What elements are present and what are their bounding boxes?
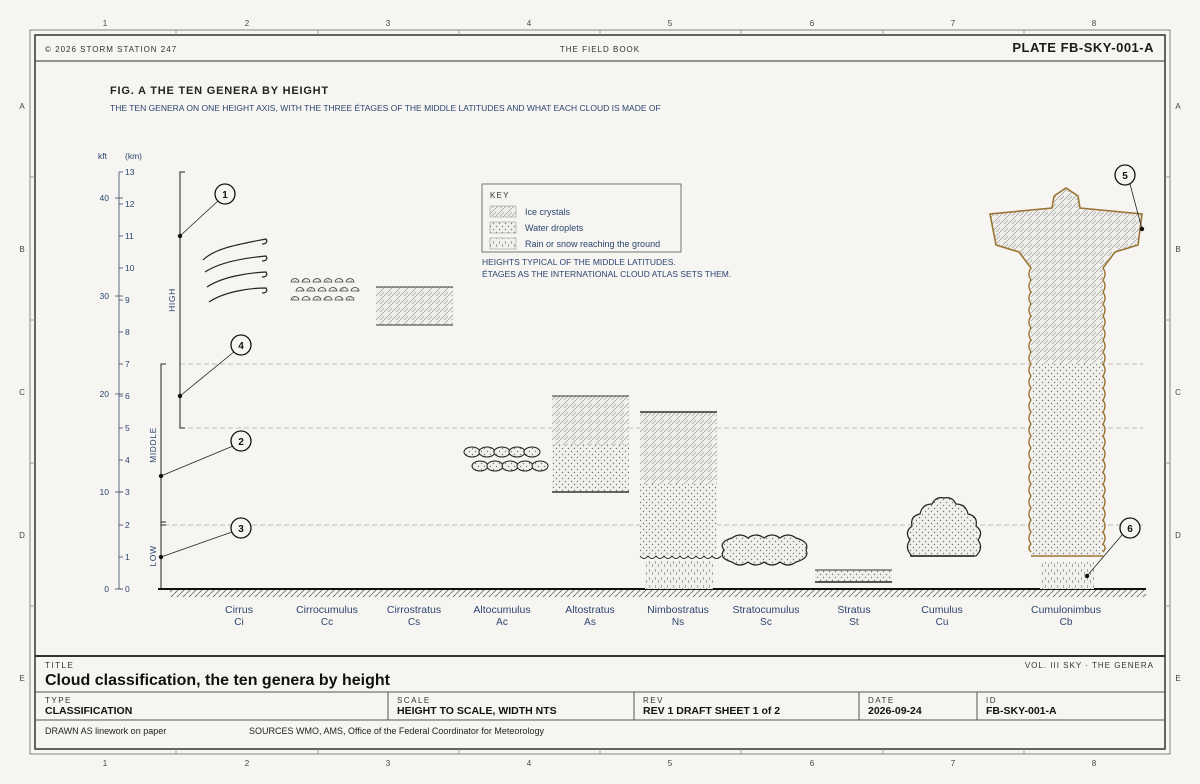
tb-id-label: ID bbox=[986, 696, 997, 705]
figure-title: FIG. A THE TEN GENERA BY HEIGHT bbox=[110, 85, 329, 97]
km-tick: 13 bbox=[125, 167, 135, 177]
row-label: B bbox=[1175, 245, 1181, 254]
cloud-cirrostratus bbox=[376, 287, 453, 325]
row-label: A bbox=[1175, 102, 1181, 111]
row-label: A bbox=[19, 102, 25, 111]
cloud-stratocumulus bbox=[722, 535, 807, 565]
genus-abbr: Cs bbox=[407, 617, 421, 628]
callout-3: 3 bbox=[238, 524, 244, 535]
row-label: C bbox=[1175, 388, 1181, 397]
kft-tick: 40 bbox=[99, 193, 109, 203]
col-label: 2 bbox=[244, 19, 250, 28]
col-label: 7 bbox=[950, 759, 956, 768]
cloud-cirrus bbox=[203, 239, 267, 302]
km-tick: 2 bbox=[125, 520, 130, 530]
tb-drawn: DRAWN AS linework on paper bbox=[45, 726, 167, 736]
tb-date: 2026-09-24 bbox=[868, 705, 922, 717]
tb-type: CLASSIFICATION bbox=[45, 705, 133, 717]
row-label: B bbox=[19, 245, 25, 254]
genus-abbr: Ci bbox=[234, 617, 244, 628]
genus-abbr: Cu bbox=[935, 617, 949, 628]
km-tick: 11 bbox=[125, 231, 134, 241]
etage-high-label: HIGH bbox=[167, 288, 177, 312]
cloud-altostratus bbox=[552, 396, 629, 492]
legend-item: Water droplets bbox=[525, 223, 584, 233]
title-block bbox=[45, 661, 1154, 736]
tb-type-label: TYPE bbox=[45, 696, 72, 705]
kft-tick: 30 bbox=[99, 291, 109, 301]
header-copyright: © 2026 STORM STATION 247 bbox=[45, 45, 178, 54]
height-axis bbox=[115, 172, 123, 589]
axis-labels bbox=[98, 151, 142, 594]
note-line: ÉTAGES AS THE INTERNATIONAL CLOUD ATLAS SETS THEM. bbox=[482, 269, 732, 279]
legend-swatch-drops bbox=[490, 222, 516, 233]
km-tick: 10 bbox=[125, 263, 135, 273]
kft-tick: 10 bbox=[99, 487, 109, 497]
tb-date-label: DATE bbox=[868, 696, 895, 705]
col-label: 7 bbox=[950, 19, 956, 28]
col-label: 6 bbox=[809, 19, 815, 28]
genus-abbr: Ns bbox=[671, 617, 685, 628]
genus-abbrs bbox=[234, 617, 1073, 628]
cloud-cirrocumulus bbox=[291, 279, 359, 300]
legend-title: KEY bbox=[490, 191, 510, 200]
genus-name: Cumulus bbox=[921, 604, 963, 616]
row-label: E bbox=[19, 674, 25, 683]
tb-rev-label: REV bbox=[643, 696, 664, 705]
col-label: 5 bbox=[667, 19, 673, 28]
genus-name: Cirrus bbox=[225, 604, 253, 616]
row-label: C bbox=[19, 388, 25, 397]
col-label: 8 bbox=[1091, 19, 1097, 28]
cloud-altocumulus bbox=[464, 447, 548, 471]
tb-title: Cloud classification, the ten genera by height bbox=[45, 672, 390, 689]
legend bbox=[482, 184, 681, 252]
genus-names bbox=[225, 604, 1101, 616]
genus-abbr: As bbox=[584, 617, 596, 628]
border-ticks bbox=[30, 30, 1170, 754]
genus-name: Stratocumulus bbox=[732, 604, 800, 616]
tb-volume: VOL. III SKY · THE GENERA bbox=[1024, 661, 1154, 670]
tb-scale-label: SCALE bbox=[397, 696, 431, 705]
inner-frame bbox=[35, 35, 1165, 749]
callout-5: 5 bbox=[1122, 171, 1128, 182]
legend-swatch-ice bbox=[490, 206, 516, 217]
km-tick: 12 bbox=[125, 199, 135, 209]
row-label: D bbox=[19, 531, 25, 540]
tb-scale: HEIGHT TO SCALE, WIDTH NTS bbox=[397, 705, 557, 717]
genus-name: Altocumulus bbox=[473, 604, 531, 616]
cloud-nimbostratus bbox=[640, 412, 721, 589]
tb-sources: SOURCES WMO, AMS, Office of the Federal Coordinator for Meteorology bbox=[249, 726, 544, 736]
kft-tick: 0 bbox=[104, 584, 109, 594]
col-label: 6 bbox=[809, 759, 815, 768]
col-label: 3 bbox=[385, 759, 391, 768]
col-label: 4 bbox=[526, 19, 532, 28]
col-label: 8 bbox=[1091, 759, 1097, 768]
kft-label: kft bbox=[98, 151, 107, 161]
header-plate: PLATE FB-SKY-001-A bbox=[1012, 40, 1154, 55]
km-tick: 5 bbox=[125, 423, 130, 433]
genus-name: Cumulonimbus bbox=[1030, 604, 1102, 616]
genus-abbr: Sc bbox=[760, 617, 772, 628]
genus-abbr: St bbox=[849, 617, 859, 628]
genus-name: Cirrocumulus bbox=[296, 604, 358, 616]
callout-6: 6 bbox=[1127, 524, 1133, 535]
tb-rev: REV 1 DRAFT SHEET 1 of 2 bbox=[643, 705, 781, 717]
genus-abbr: Cc bbox=[320, 617, 334, 628]
figure-subtitle: THE TEN GENERA ON ONE HEIGHT AXIS, WITH THE THREE ÉTAGES OF THE MIDDLE LATITUDES AND WHAT EACH CLOUD IS MADE OF bbox=[110, 103, 661, 113]
tb-title-label: TITLE bbox=[45, 661, 75, 670]
tb-id: FB-SKY-001-A bbox=[986, 705, 1057, 717]
legend-item: Rain or snow reaching the ground bbox=[525, 239, 661, 249]
header-book: THE FIELD BOOK bbox=[559, 45, 641, 54]
km-tick: 4 bbox=[125, 455, 130, 465]
col-label: 3 bbox=[385, 19, 391, 28]
km-label: (km) bbox=[125, 151, 142, 161]
genus-abbr: Cb bbox=[1059, 617, 1073, 628]
km-tick: 1 bbox=[125, 552, 130, 562]
km-tick: 0 bbox=[125, 584, 130, 594]
cloud-cumulus bbox=[907, 498, 980, 556]
legend-swatch-rain bbox=[490, 238, 516, 249]
note-line: HEIGHTS TYPICAL OF THE MIDDLE LATITUDES. bbox=[482, 257, 676, 267]
outer-frame bbox=[30, 30, 1170, 754]
km-tick: 6 bbox=[125, 391, 130, 401]
genus-name: Stratus bbox=[837, 604, 871, 616]
callout-1: 1 bbox=[222, 190, 228, 201]
callout-2: 2 bbox=[238, 437, 244, 448]
row-label: D bbox=[1175, 531, 1181, 540]
col-label: 1 bbox=[102, 19, 108, 28]
km-tick: 3 bbox=[125, 487, 130, 497]
col-label: 4 bbox=[526, 759, 532, 768]
km-tick: 7 bbox=[125, 359, 130, 369]
genus-name: Altostratus bbox=[565, 604, 615, 616]
cloud-stratus bbox=[815, 570, 892, 582]
genus-name: Cirrostratus bbox=[386, 604, 442, 616]
legend-item: Ice crystals bbox=[525, 207, 571, 217]
col-label: 5 bbox=[667, 759, 673, 768]
callout-4: 4 bbox=[238, 341, 244, 352]
etage-middle-label: MIDDLE bbox=[148, 427, 158, 463]
cloud-cumulonimbus bbox=[990, 188, 1142, 589]
genus-abbr: Ac bbox=[496, 617, 508, 628]
km-tick: 8 bbox=[125, 327, 130, 337]
ground-line bbox=[158, 589, 1146, 597]
km-tick: 9 bbox=[125, 295, 130, 305]
genus-name: Nimbostratus bbox=[647, 604, 709, 616]
kft-tick: 20 bbox=[99, 389, 109, 399]
col-label: 1 bbox=[102, 759, 108, 768]
col-label: 2 bbox=[244, 759, 250, 768]
etage-low-label: LOW bbox=[148, 545, 158, 567]
row-label: E bbox=[1175, 674, 1181, 683]
